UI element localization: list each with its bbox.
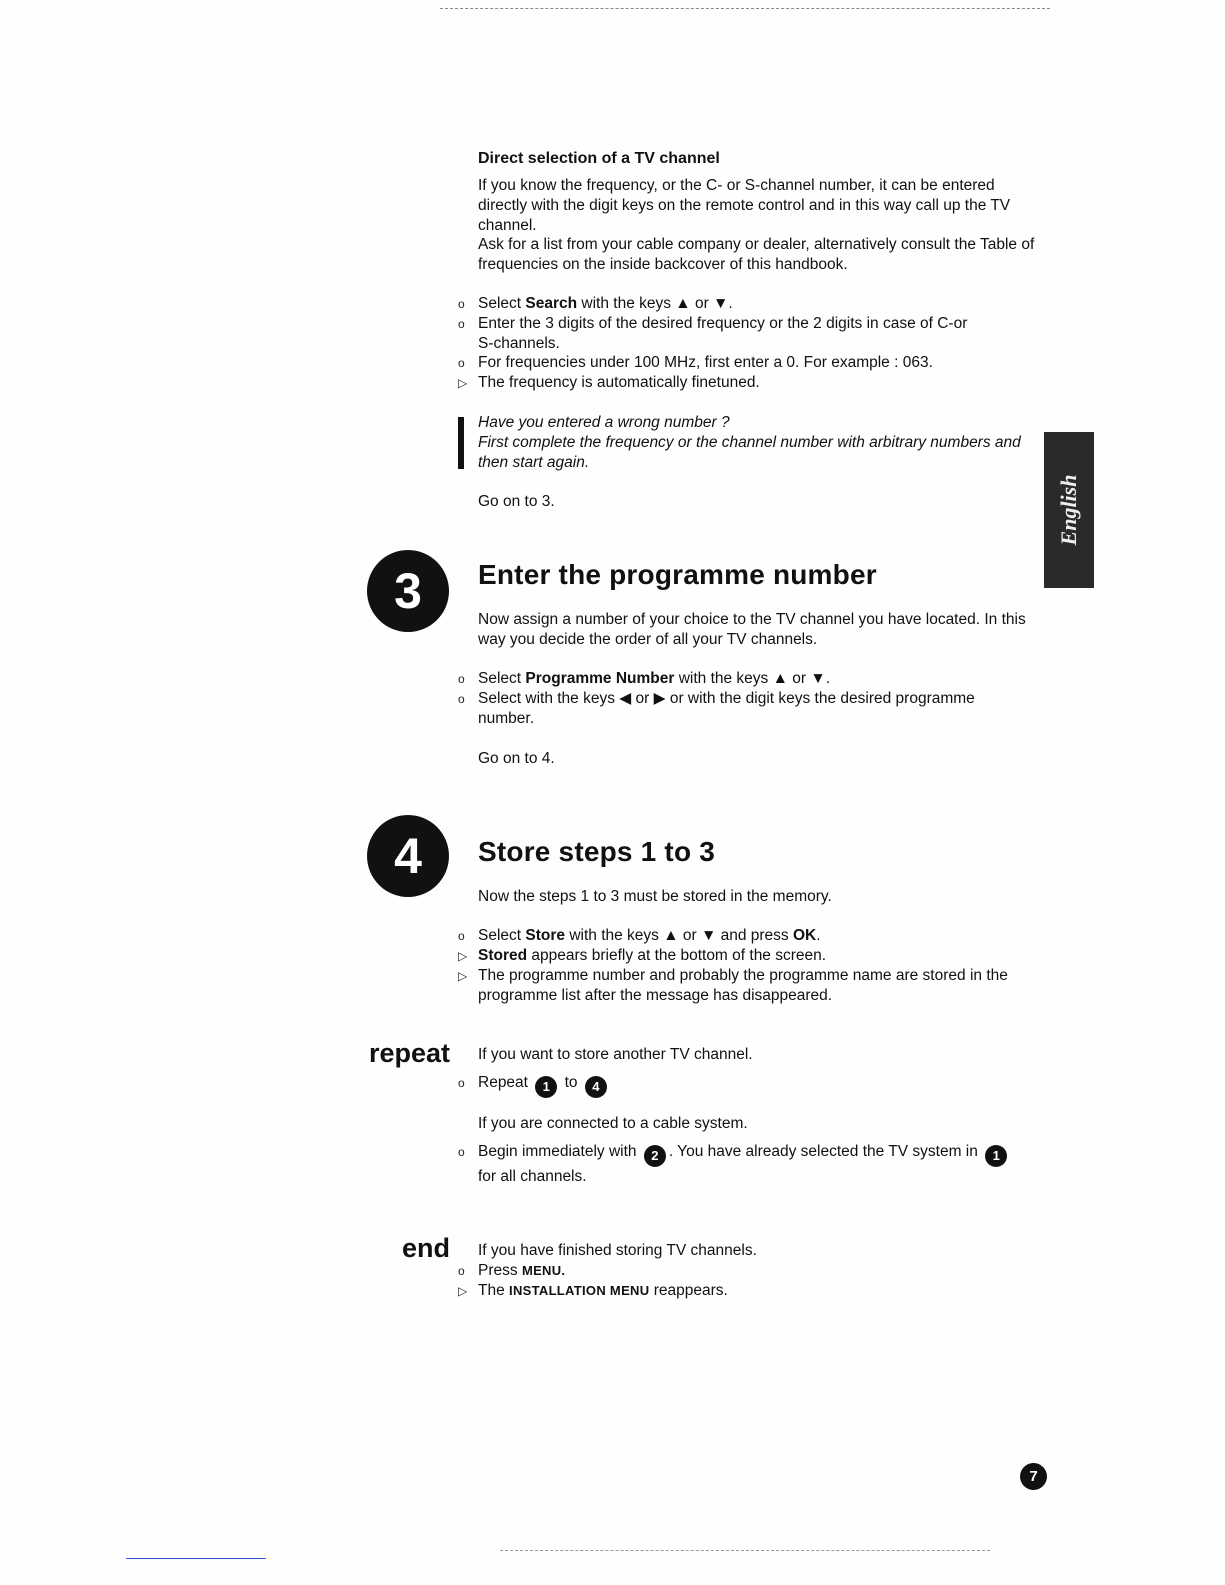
- keyword: Stored: [478, 947, 528, 964]
- step-number-badge: 3: [367, 550, 449, 632]
- section-heading: Direct selection of a TV channel: [478, 150, 720, 167]
- step-number-badge: 4: [367, 815, 449, 897]
- keyword: Search: [525, 295, 578, 312]
- end-label: end: [401, 1233, 450, 1263]
- bullet-marker: o: [458, 672, 465, 686]
- page-number: 7: [1020, 1463, 1047, 1490]
- list-item: o Select Store with the keys ▲ or ▼ and press OK.: [458, 927, 821, 944]
- keyword: OK: [792, 927, 817, 944]
- list-item: o For frequencies under 100 MHz, first enter a 0. For example : 063.: [458, 354, 933, 371]
- bullet-marker: o: [458, 929, 465, 943]
- list-item: ▷ Stored appears briefly at the bottom of the screen.: [458, 947, 827, 964]
- go-on-text: Go on to 4.: [478, 750, 555, 767]
- note-line: First complete the frequency or the channel number with arbitrary numbers and then start again.: [478, 434, 1021, 471]
- step-title: Store steps 1 to 3: [478, 836, 716, 867]
- paragraph: Now the steps 1 to 3 must be stored in the memory.: [478, 888, 832, 905]
- menu-key-label: MENU.: [521, 1263, 566, 1278]
- bottom-scan-rule: [500, 1550, 990, 1552]
- result-marker: ▷: [458, 969, 468, 983]
- bullet-marker: o: [458, 1145, 465, 1159]
- keyword: Store: [525, 927, 566, 944]
- bullet-marker: o: [458, 1076, 465, 1090]
- list-item: o Select Search with the keys ▲ or ▼.: [458, 295, 733, 312]
- bullet-marker: o: [458, 297, 465, 311]
- paragraph: If you are connected to a cable system.: [478, 1115, 748, 1132]
- footer-rule: [126, 1558, 266, 1559]
- list-item: o Select with the keys ◀ or ▶ or with the digit keys the desired programme number.: [458, 690, 975, 727]
- go-on-text: Go on to 3.: [478, 493, 555, 510]
- paragraph: Ask for a list from your cable company or dealer, alternatively consult the Table of frequencies on the inside backcover of this handbook.: [478, 236, 1035, 273]
- list-item: o Enter the 3 digits of the desired frequency or the 2 digits in case of C-or S-channels.: [458, 315, 968, 352]
- step-reference: 4: [585, 1076, 607, 1098]
- list-item: o Repeat 1 to 4: [458, 1073, 1058, 1098]
- repeat-label: repeat: [368, 1038, 450, 1068]
- list-item: o Begin immediately with 2 . You have already selected the TV system in 1 for all channels.: [458, 1142, 1038, 1187]
- paragraph: If you want to store another TV channel.: [478, 1046, 753, 1063]
- list-item: o Select Programme Number with the keys ▲ or ▼.: [458, 670, 830, 687]
- result-marker: ▷: [458, 949, 468, 963]
- note-line: Have you entered a wrong number ?: [478, 414, 730, 431]
- keyword: Programme Number: [525, 670, 675, 687]
- top-scan-rule: [440, 8, 1050, 10]
- bullet-marker: o: [458, 317, 465, 331]
- result-marker: ▷: [458, 1284, 468, 1298]
- paragraph: If you have finished storing TV channels.: [478, 1242, 757, 1259]
- step-reference: 1: [535, 1076, 557, 1098]
- note-bar: [458, 417, 464, 469]
- paragraph: If you know the frequency, or the C- or S-channel number, it can be entered directly with the digit keys on the remote control and in this way call up the TV channel.: [478, 177, 1011, 234]
- bullet-marker: o: [458, 1264, 465, 1278]
- paragraph: Now assign a number of your choice to the TV channel you have located. In this way you decide the order of all your TV channels.: [478, 611, 1026, 648]
- list-item: ▷ The programme number and probably the programme name are stored in the programme list after the message has disappeared.: [458, 967, 1008, 1004]
- list-item: o Press MENU.: [458, 1262, 566, 1279]
- language-tab: English: [1044, 432, 1094, 588]
- step-reference: 2: [644, 1145, 666, 1167]
- list-item: ▷ The INSTALLATION MENU reappears.: [458, 1282, 728, 1299]
- step-title: Enter the programme number: [478, 559, 877, 590]
- bullet-marker: o: [458, 692, 465, 706]
- list-item: ▷ The frequency is automatically finetuned.: [458, 374, 760, 391]
- menu-name-label: INSTALLATION MENU: [509, 1283, 650, 1298]
- bullet-marker: o: [458, 356, 465, 370]
- step-reference: 1: [985, 1145, 1007, 1167]
- result-marker: ▷: [458, 376, 468, 390]
